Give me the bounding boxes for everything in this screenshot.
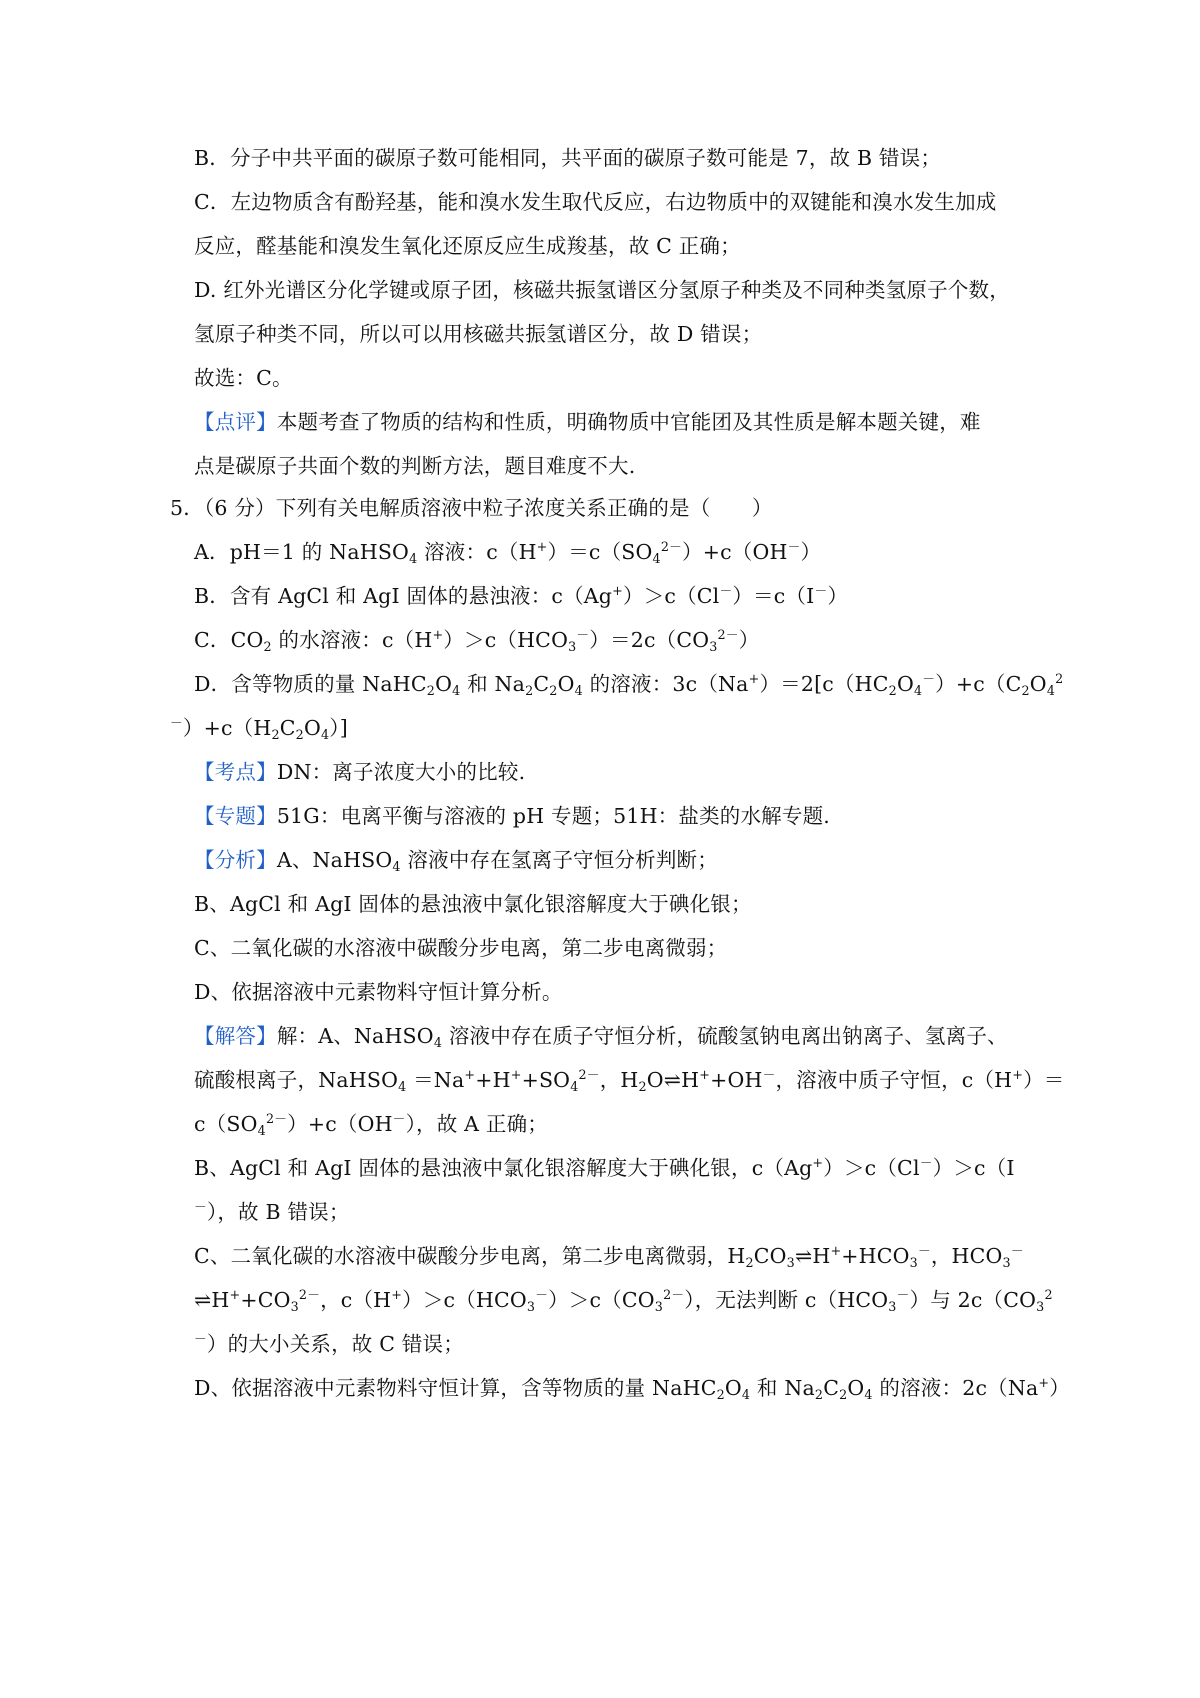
jieda-line-3: $c(SO_4^{2-})+c(OH^-)$，故 A 正确；: [194, 1111, 548, 1138]
prev-comment-line1: [194, 408, 981, 436]
jieda-line-1: 【解答】解：A、NaHSO$_4$ 溶液中存在质子守恒分析，硫酸氢钠电离出钠离子、氢离子、: [194, 1024, 1008, 1050]
jieda-line-8: －）的大小关系，故 C 错误；: [194, 1331, 464, 1356]
comment-text-1: 本题考查了物质的结构和性质，明确物质中官能团及其性质是解本题关键，难: [276, 410, 981, 434]
prev-comment-line2: 点是碳原子共面个数的判断方法，题目难度不大.: [194, 454, 636, 478]
prev-option-c-line1: C．左边物质含有酚羟基，能和溴水发生取代反应，右边物质中的双键能和溴水发生加成: [194, 190, 997, 214]
kaodian-line: [194, 758, 525, 786]
prev-option-d-line1: D. 红外光谱区分化学键或原子团，核磁共振氢谱区分氢原子种类及不同种类氢原子个数，: [194, 278, 1010, 302]
fenxi-line-b: B、AgCl 和 AgI 固体的悬浊液中氯化银溶解度大于碘化银；: [194, 892, 752, 916]
prev-option-d-line2: 氢原子种类不同，所以可以用核磁共振氢谱区分，故 D 错误；: [194, 322, 763, 346]
prev-option-c-line2: 反应，醛基能和溴发生氧化还原反应生成羧基，故 C 正确；: [194, 234, 741, 258]
fenxi-line-a: 【分析】A、NaHSO$_4$ 溶液中存在氢离子守恒分析判断；: [194, 848, 718, 874]
fenxi-line-c: C、二氧化碳的水溶液中碳酸分步电离，第二步电离微弱；: [194, 936, 728, 960]
jieda-line-5: －），故 B 错误；: [194, 1199, 350, 1224]
q5-option-c: C．$CO_2$ 的水溶液：$c(H^+)>c(HCO_3^-)=2c(CO_3^{2-})$: [194, 627, 760, 654]
kaodian-tag: 【考点】: [194, 760, 277, 784]
jieda-line-7: $\rightleftharpoons H^++CO_3^{2-}$，$c(H^+)>c(HCO_3^-)>c(CO_3^{2-})$，无法判断 $c(HCO_3^-)$与 $2c(CO_3^2$: [194, 1287, 1053, 1314]
jieda-line-9: D、依据溶液中元素物料守恒计算，含等物质的量 $NaHC_2O_4$ 和 $Na_2C_2O_4$ 的溶液：2c（Na+）: [194, 1375, 1070, 1402]
zhuanti-text: 51G：电离平衡与溶液的 pH 专题；51H：盐类的水解专题.: [276, 804, 830, 828]
kaodian-text: DN：离子浓度大小的比较.: [276, 760, 526, 784]
jieda-line-4: B、AgCl 和 AgI 固体的悬浊液中氯化银溶解度大于碘化银，c（Ag+）＞c（Cl－）＞c（I: [194, 1155, 1015, 1180]
q5-option-a: A．pH＝1 的 NaHSO$_4$ 溶液：$c(H^+)=c(SO_4^{2-})+c(OH^-)$: [194, 539, 822, 566]
prev-answer-choice: 故选：C。: [194, 366, 293, 390]
jieda-line-6: C、二氧化碳的水溶液中碳酸分步电离，第二步电离微弱，$H_2CO_3\rightleftharpoons H^++HCO_3^-$，$HCO_3^-$: [194, 1243, 1024, 1270]
fenxi-tag: 【分析】: [194, 848, 277, 872]
q5-option-d-line2: $^-)+c(H_2C_2O_4)$]: [170, 715, 348, 742]
q5-option-b: B．含有 AgCl 和 AgI 固体的悬浊液：c（Ag+）＞c（Cl－）＝c（I－）: [194, 583, 849, 608]
fenxi-line-d: D、依据溶液中元素物料守恒计算分析。: [194, 980, 563, 1004]
q5-option-d-line1: D．含等物质的量 $NaHC_2O_4$ 和 $Na_2C_2O_4$ 的溶液：$3c(Na^+)=2[c(HC_2O_4^-)+c(C_2O_4^2$: [194, 671, 1064, 698]
comment-tag: 【点评】: [194, 410, 277, 434]
jieda-line-2: 硫酸根离子，NaHSO$_4$ $=Na^++H^++SO_4^{2-}$，$H_2O\rightleftharpoons H^++OH^-$，溶液中质子守恒，c（H+）＝: [194, 1067, 1065, 1094]
zhuanti-tag: 【专题】: [194, 804, 277, 828]
jieda-tag: 【解答】: [194, 1024, 277, 1048]
prev-option-b: B．分子中共平面的碳原子数可能相同，共平面的碳原子数可能是 7，故 B 错误；: [194, 146, 942, 170]
zhuanti-line: [194, 802, 830, 830]
question-5-stem: 5．（6 分）下列有关电解质溶液中粒子浓度关系正确的是（ ）: [170, 496, 773, 520]
